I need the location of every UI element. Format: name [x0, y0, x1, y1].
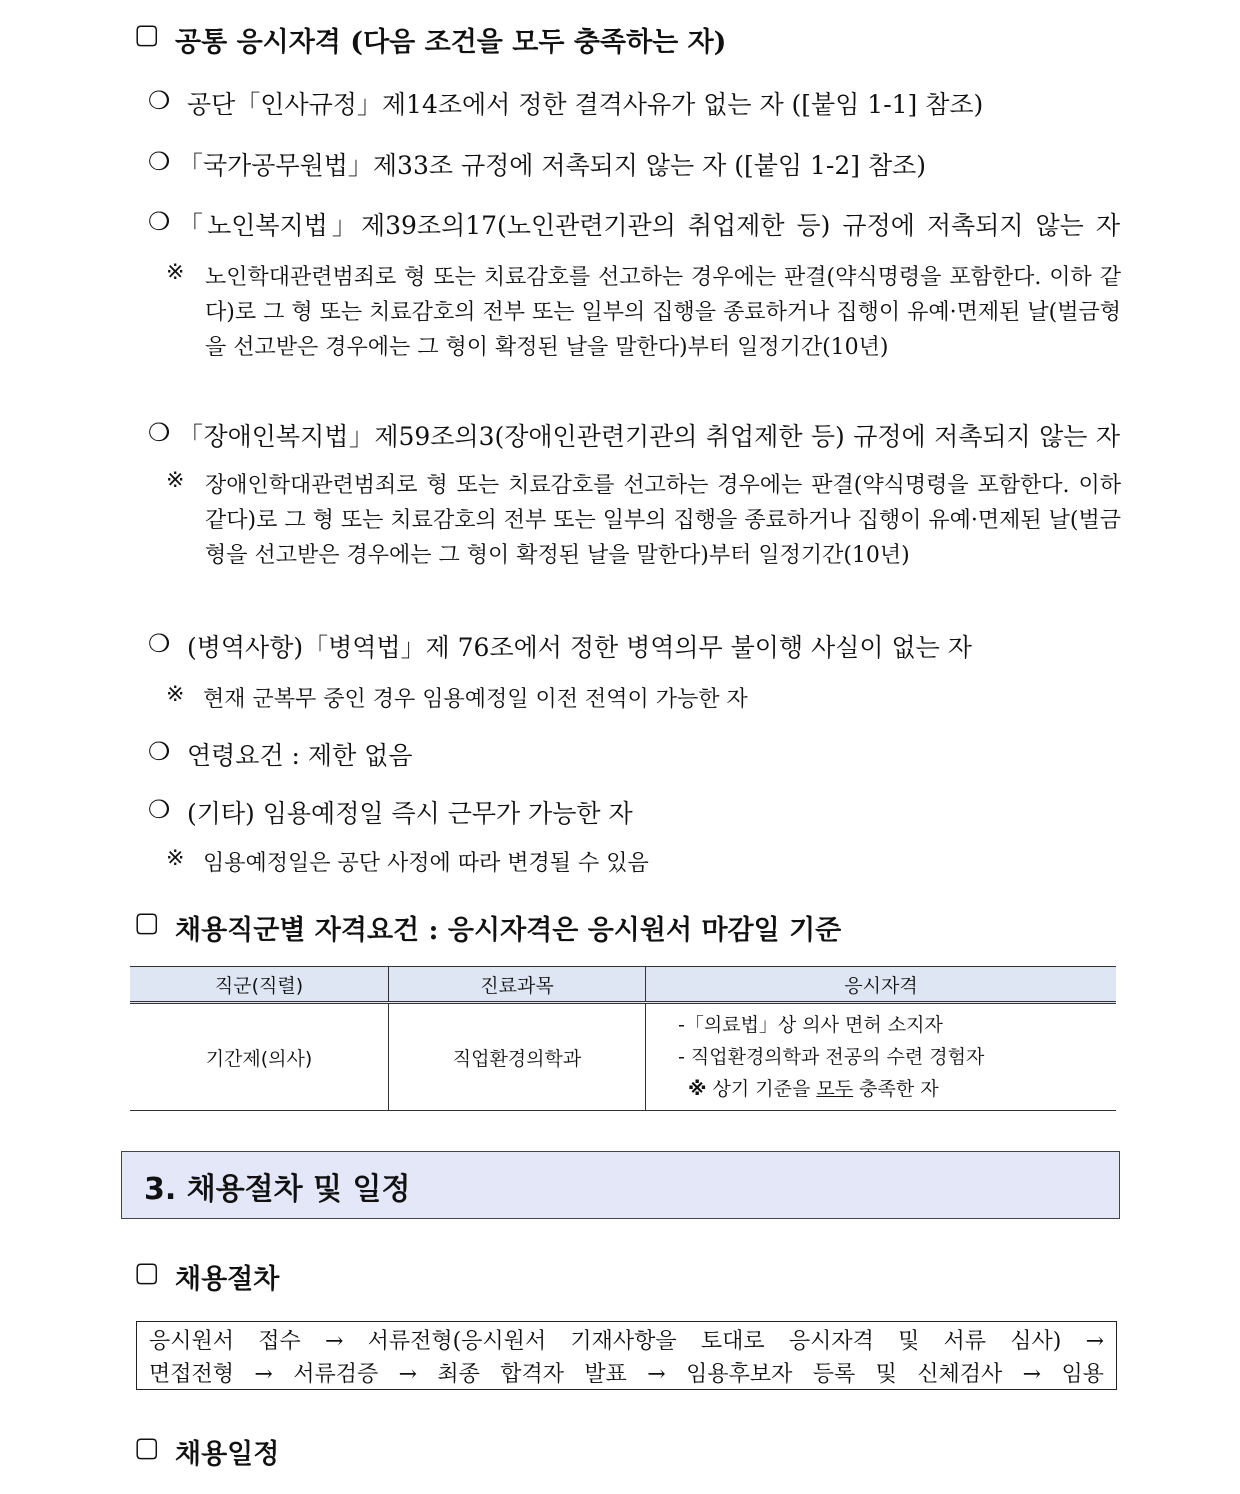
- column-header-group: 직군(직렬): [130, 967, 389, 1003]
- bullet-circle-icon: ❍: [148, 147, 171, 176]
- note-mark-icon: ※: [166, 846, 185, 871]
- section-heading-common: 공통 응시자격 (다음 조건을 모두 충족하는 자): [175, 27, 727, 58]
- table-header-row: [130, 967, 1116, 1003]
- note-text: 임용예정일은 공단 사정에 따라 변경될 수 있음: [203, 851, 649, 876]
- requirement-line: - 직업환경의학과 전공의 수련 경험자: [678, 1046, 985, 1068]
- column-header-qualification: 응시자격: [646, 967, 1117, 1003]
- checkbox-square-icon: ▢: [134, 1432, 160, 1463]
- cell-group: 기간제(의사): [130, 1003, 389, 1111]
- list-item: 「노인복지법」제39조의17(노인관련기관의 취업제한 등) 규정에 저촉되지 않는 자: [178, 211, 1120, 240]
- procedure-line: 응시원서 접수 → 서류전형(응시원서 기재사항을 토대로 응시자격 및 서류 심사) →: [149, 1329, 1104, 1354]
- list-item: (병역사항)「병역법」제 76조에서 정한 병역의무 불이행 사실이 없는 자: [187, 633, 972, 662]
- bullet-circle-icon: ❍: [148, 737, 171, 766]
- list-item: (기타) 임용예정일 즉시 근무가 가능한 자: [187, 799, 633, 828]
- note-text: 노인학대관련범죄로 형 또는 치료감호를 선고하는 경우에는 판결(약식명령을 포함한다. 이하 같다)로 그 형 또는 치료감호의 전부 또는 일부의 집행을 종료하거나 집행이 유예·면제된 날(벌금형을 선고받은 경우에는 그 형이 확정된 날을 말한다)부터 일정기간(10년): [205, 265, 1121, 360]
- list-item: 「장애인복지법」제59조의3(장애인관련기관의 취업제한 등) 규정에 저촉되지 않는 자: [178, 422, 1120, 451]
- section-heading-procedure: 채용절차: [175, 1264, 280, 1295]
- note-text: 현재 군복무 중인 경우 임용예정일 이전 전역이 가능한 자: [203, 687, 748, 712]
- column-header-subject: 진료과목: [389, 967, 646, 1003]
- procedure-line: 면접전형 → 서류검증 → 최종 합격자 발표 → 임용후보자 등록 및 신체검사 → 임용: [149, 1362, 1104, 1387]
- requirement-line: -「의료법」상 의사 면허 소지자: [678, 1014, 943, 1036]
- note-mark-icon: ※: [166, 468, 185, 493]
- list-item: 연령요건 : 제한 없음: [187, 741, 413, 770]
- note-mark-icon: ※: [166, 682, 185, 707]
- list-item: 「국가공무원법」제33조 규정에 저촉되지 않는 자 ([붙임 1-2] 참조): [178, 151, 927, 180]
- section-heading-schedule: 채용일정: [175, 1439, 280, 1470]
- section-heading-qualification: 채용직군별 자격요건 : 응시자격은 응시원서 마감일 기준: [175, 915, 842, 946]
- requirement-line: [678, 1073, 1116, 1105]
- qualification-table: [130, 966, 1116, 1111]
- table-row: [130, 1003, 1116, 1111]
- procedure-flow-box: [136, 1321, 1117, 1390]
- cell-subject: 직업환경의학과: [389, 1003, 646, 1111]
- bullet-circle-icon: ❍: [148, 86, 171, 115]
- note-mark-icon: ※: [688, 1078, 707, 1100]
- section-banner: [121, 1151, 1120, 1219]
- bullet-circle-icon: ❍: [148, 207, 171, 236]
- bullet-circle-icon: ❍: [148, 418, 171, 447]
- requirement-text: 충족한 자: [859, 1078, 939, 1100]
- emphasis-underline: 모두: [816, 1078, 854, 1100]
- bullet-circle-icon: ❍: [148, 629, 171, 658]
- note-text: 장애인학대관련범죄로 형 또는 치료감호를 선고하는 경우에는 판결(약식명령을 포함한다. 이하 같다)로 그 형 또는 치료감호의 전부 또는 일부의 집행을 종료하거나 집행이 유예·면제된 날(벌금형을 선고받은 경우에는 그 형이 확정된 날을 말한다)부터 일정기간(10년): [205, 473, 1121, 568]
- checkbox-square-icon: ▢: [134, 1257, 160, 1288]
- section-title: 3. 채용절차 및 일정: [144, 1172, 411, 1207]
- checkbox-square-icon: ▢: [134, 907, 160, 938]
- requirement-text: 상기 기준을: [712, 1078, 811, 1100]
- checkbox-square-icon: ▢: [134, 19, 160, 50]
- bullet-circle-icon: ❍: [148, 795, 171, 824]
- cell-qualification: [646, 1003, 1117, 1111]
- note-mark-icon: ※: [166, 260, 185, 285]
- list-item: 공단「인사규정」제14조에서 정한 결격사유가 없는 자 ([붙임 1-1] 참조): [187, 90, 984, 119]
